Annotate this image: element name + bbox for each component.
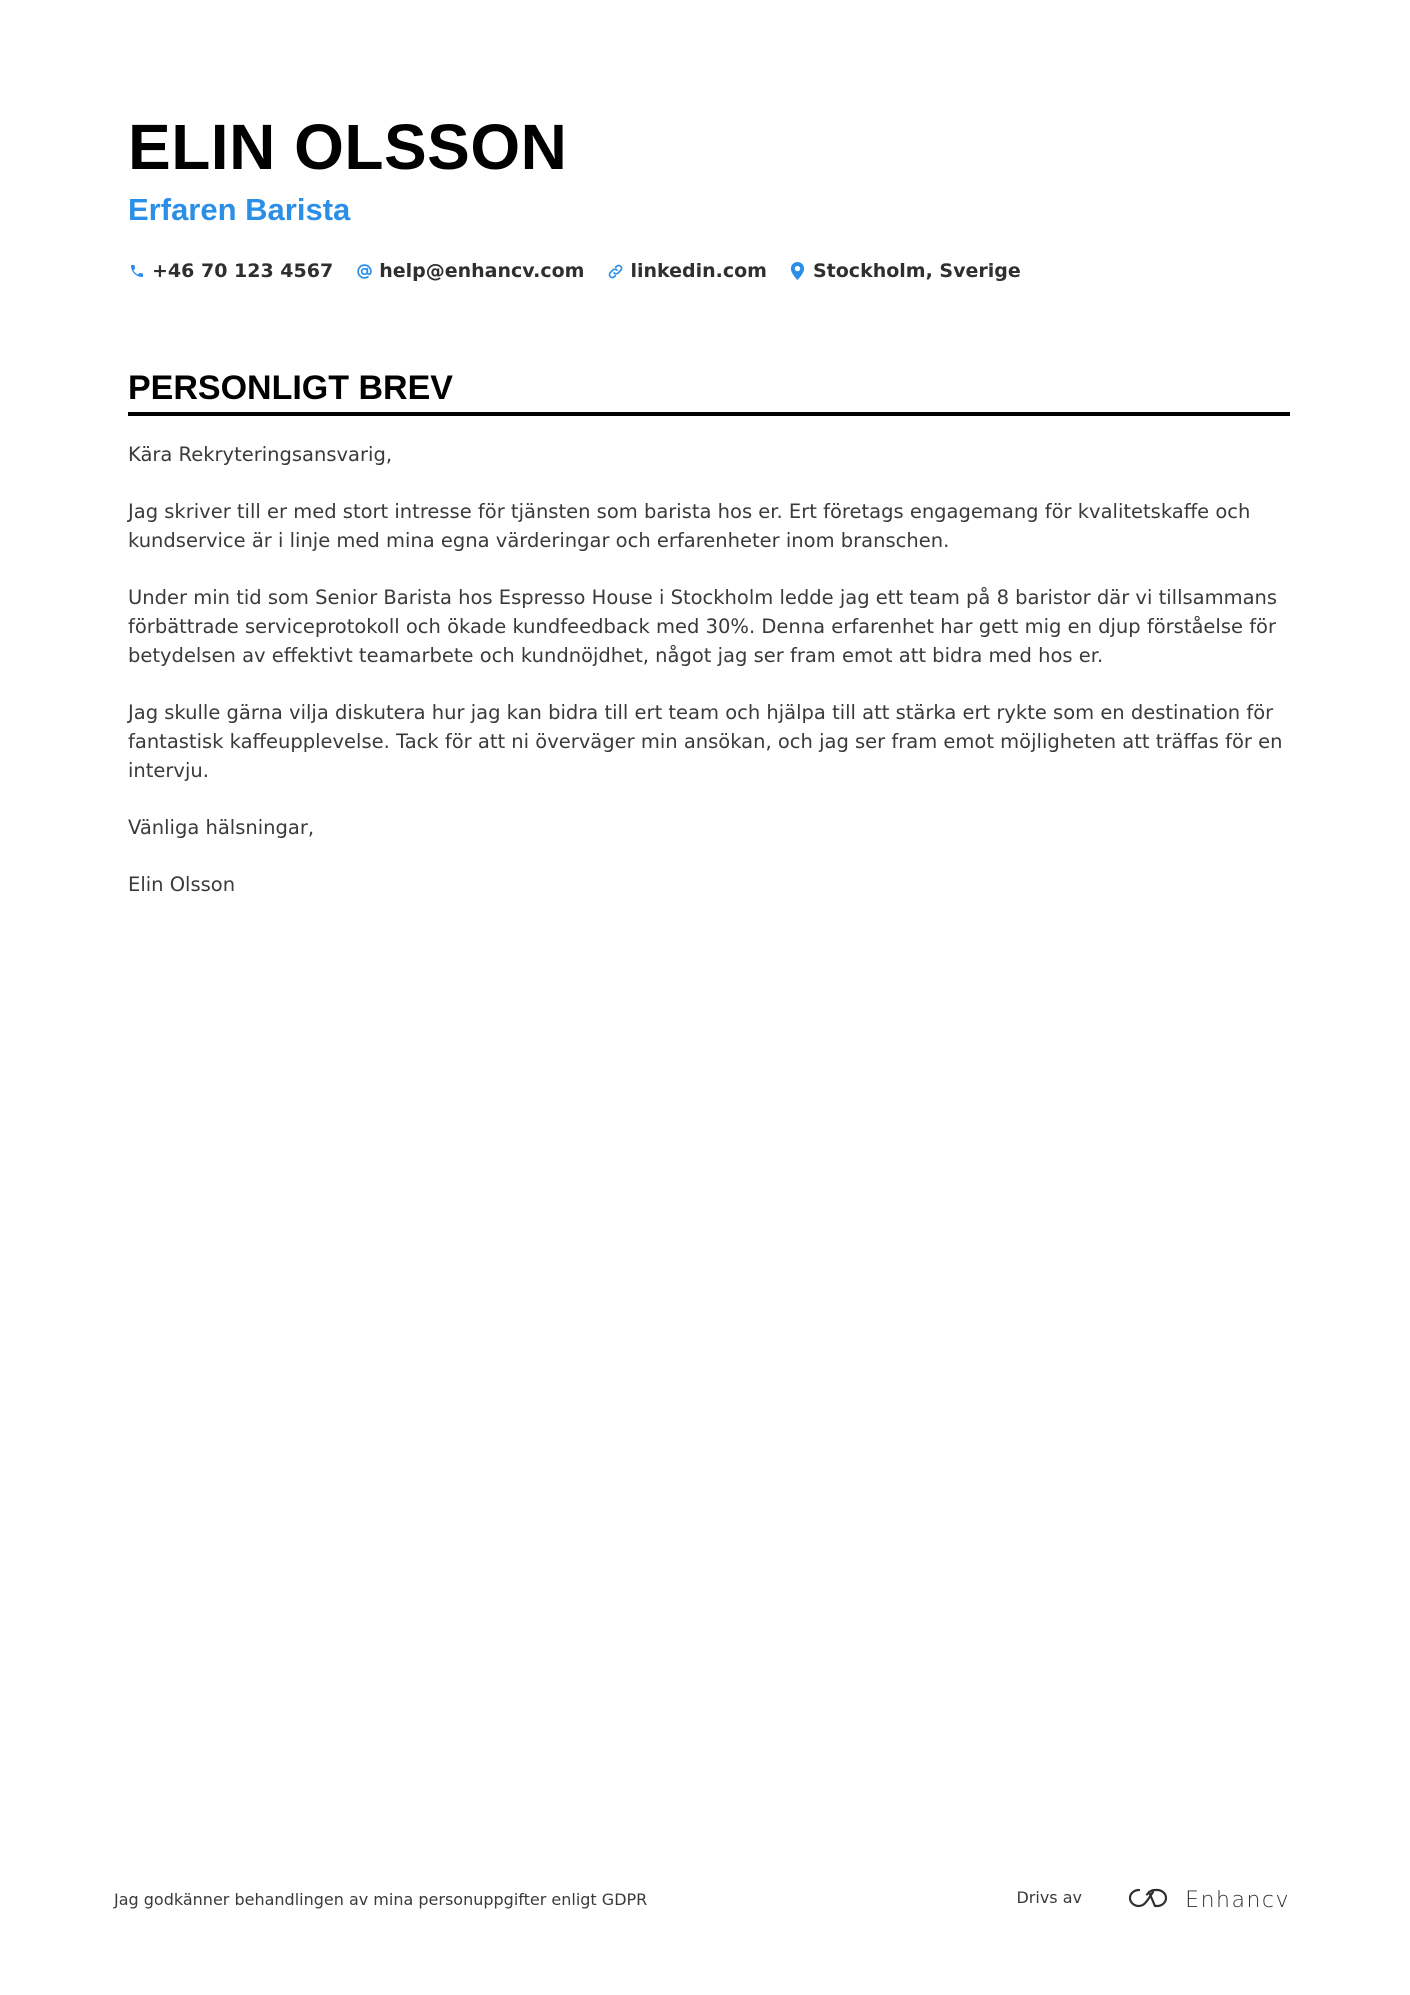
location-pin-icon xyxy=(789,261,807,281)
letter-paragraph: Jag skulle gärna vilja diskutera hur jag kan bidra till ert team och hjälpa till att stärka ert rykte som en destination för fantastisk kaffeupplevelse. Tack för att ni överväger min ansökan, och jag ser fram emot möjligheten att träffas för en intervju. xyxy=(128,701,1283,782)
section-header xyxy=(128,366,1290,416)
gdpr-consent-text: Jag godkänner behandlingen av mina personuppgifter enligt GDPR xyxy=(114,1890,648,1909)
linkedin-link: linkedin.com xyxy=(630,260,767,282)
enhancv-logo-icon xyxy=(1127,1886,1173,1914)
contact-location xyxy=(789,260,1021,282)
header xyxy=(128,110,1288,282)
job-title: Erfaren Barista xyxy=(128,192,351,227)
contact-list xyxy=(128,260,1288,282)
location-text: Stockholm, Sverige xyxy=(812,260,1021,282)
section-title: PERSONLIGT BREV xyxy=(128,369,453,407)
link-icon xyxy=(606,261,624,281)
brand-name: Enhancv xyxy=(1185,1887,1290,1913)
phone-icon xyxy=(128,261,146,281)
section-divider xyxy=(128,412,1290,416)
letter-paragraph: Jag skriver till er med stort intresse för tjänsten som barista hos er. Ert företags engagemang för kvalitetskaffe och kundservice är i linje med mina egna värderingar och erfarenheter inom branschen. xyxy=(128,500,1251,552)
contact-linkedin xyxy=(606,260,767,282)
letter-paragraph: Under min tid som Senior Barista hos Espresso House i Stockholm ledde jag ett team på 8 baristor där vi tillsammans förbättrade serviceprotokoll och ökade kundfeedback med 30%. Denna erfarenhet har gett mig en djup förståelse för betydelsen av effektivt teamarbete och kundnöjdhet, något jag ser fram emot att bidra med hos er. xyxy=(128,586,1278,667)
letter-body xyxy=(128,440,1290,927)
contact-email xyxy=(355,260,584,282)
contact-phone xyxy=(128,260,333,282)
letter-signature: Elin Olsson xyxy=(128,873,236,896)
powered-by-label: Drivs av xyxy=(1016,1888,1082,1907)
letter-closing: Vänliga hälsningar, xyxy=(128,816,315,839)
footer xyxy=(114,1880,1290,1920)
letter-greeting: Kära Rekryteringsansvarig, xyxy=(128,443,393,466)
email-address: help@enhancv.com xyxy=(379,260,585,282)
at-icon xyxy=(355,261,373,281)
enhancv-brand-link[interactable] xyxy=(1127,1880,1290,1920)
phone-number: +46 70 123 4567 xyxy=(152,260,334,282)
applicant-name: ELIN OLSSON xyxy=(128,111,568,183)
